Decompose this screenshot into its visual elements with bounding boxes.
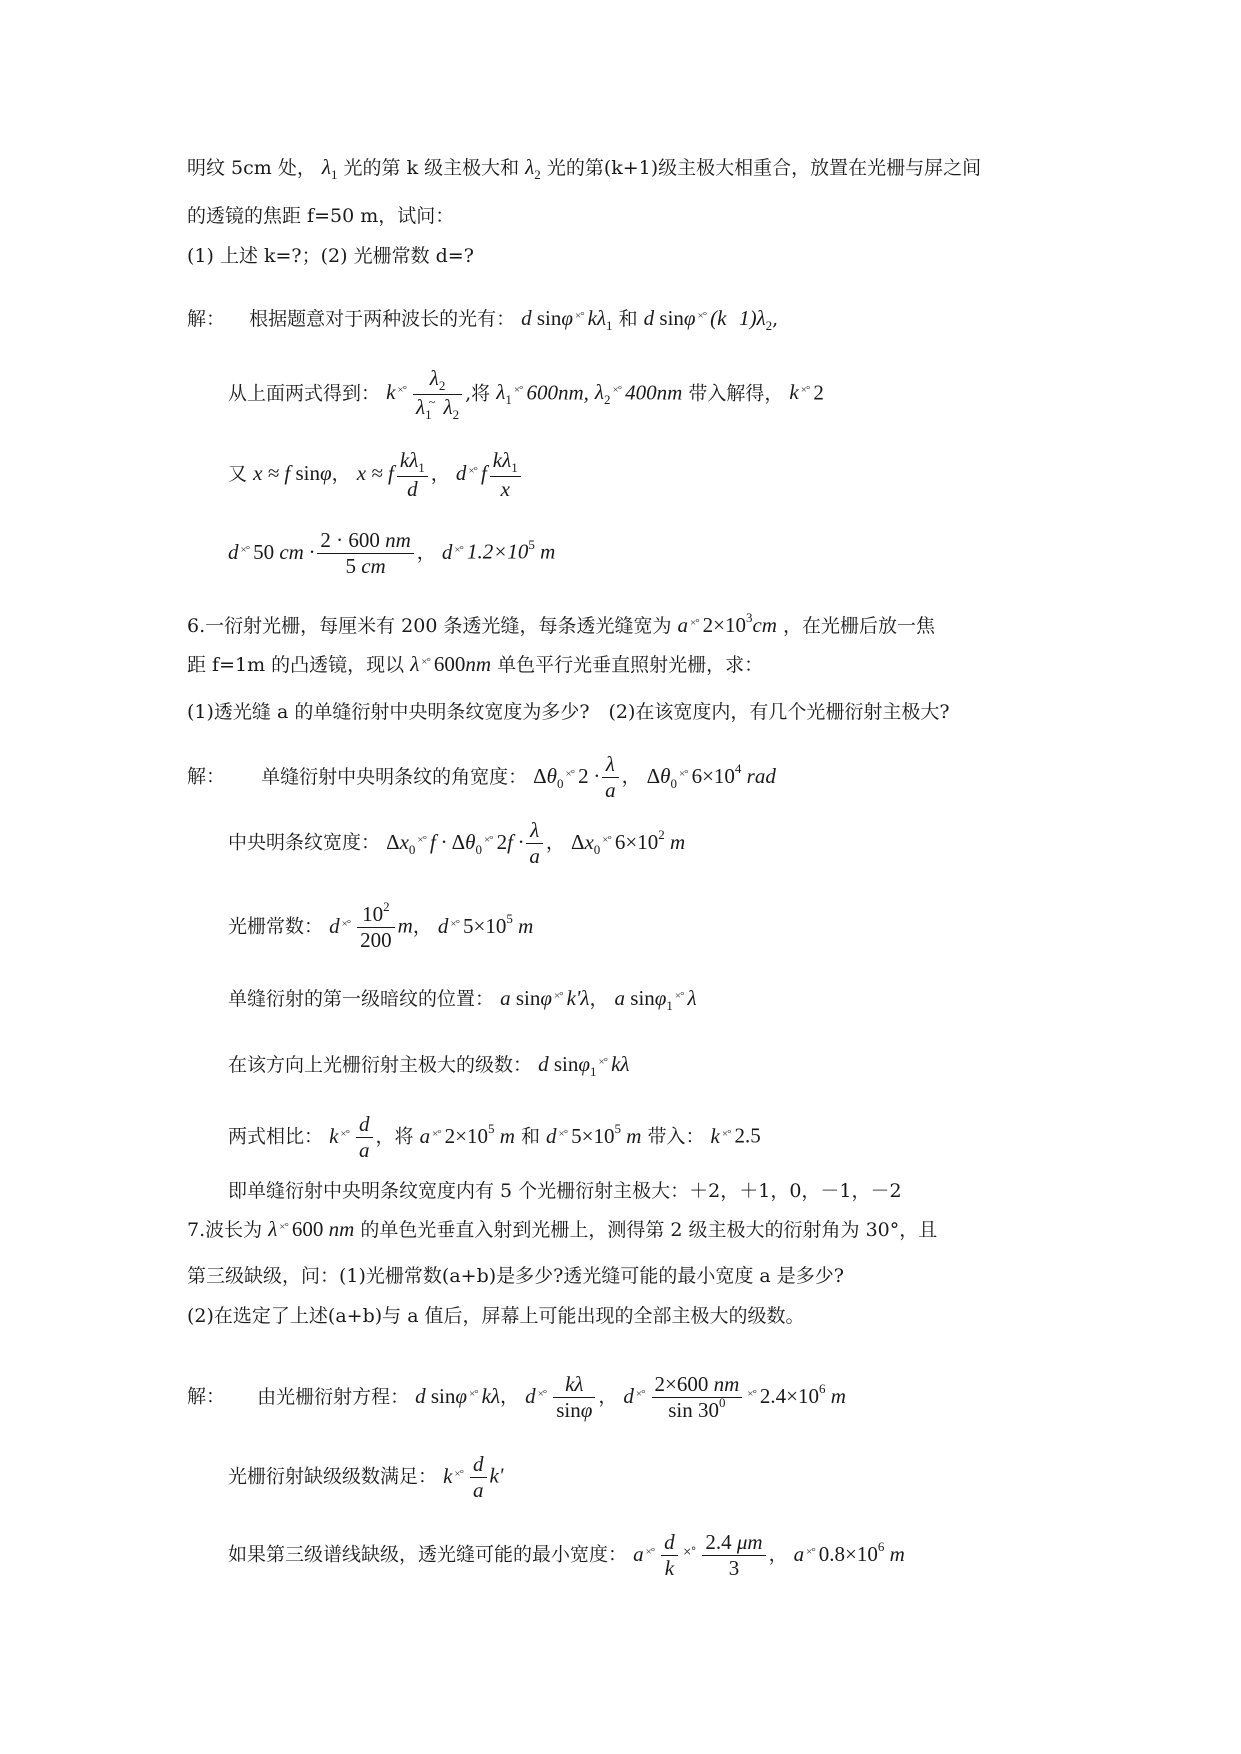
p7-solution-2: 光栅衍射缺级级数满足： k ×° $\frac{d}{a}$ k' [228, 1452, 504, 1503]
p5-line2: 的透镜的焦距 f=50 m，试问： [187, 205, 455, 227]
p6-solution-6: 两式相比： k ×° $\frac{d}{a}$ ，将 a ×° $2\times 10^5$ m 和 d ×° $5\times 10^5$ m 带入： k ×° 2.5 [228, 1112, 761, 1163]
p5-line3: (1) 上述 k=?；(2) 光栅常数 d=? [187, 245, 474, 267]
p7-line2: 第三级缺级，问：(1)光栅常数(a+b)是多少?透光缝可能的最小宽度 a 是多少? [187, 1265, 844, 1287]
lambda1-symbol: $\lambda_1$ [321, 155, 338, 183]
eq-d-sin-phi-2: d sinφ ×° (k $1)\lambda_2$ [643, 306, 773, 334]
p6-line3: (1)透光缝 a 的单缝衍射中央明条纹宽度为多少? (2)在该宽度内，有几个光栅衍射主极大? [187, 701, 950, 723]
p5-solution-2: 从上面两式得到： k ×° $\frac{\lambda_2}{\lambda_1^\sim \lambda_2}$ ,将 $\lambda_1\times^\circ$ 600nm, $\lambda_2\times^\circ$ 400nm 带入解得， k ×° 2 [228, 366, 824, 422]
p6-solution-3: 光栅常数： d ×° $\frac{10^2}{200}$ m， d ×° $5\times 10^5$ m [228, 899, 534, 953]
p5-solution-4: d ×° 50 cm · $\frac{2 \cdot 600 nm}{5 cm}$ ， d ×° $1.2\times 10^5$ m [228, 528, 556, 579]
p7-line3: (2)在选定了上述(a+b)与 a 值后，屏幕上可能出现的全部主极大的级数。 [187, 1305, 805, 1327]
fraction-k-lambda-x: $\frac{k\lambda_1}{x}$ [490, 448, 521, 502]
p6-line1: 6.一衍射光栅，每厘米有 200 条透光缝，每条透光缝宽为 a ×° $2\times 10^3cm$ ，在光栅后放一焦 [187, 610, 936, 637]
p6-solution-2: 中央明条纹宽度： $\Delta x_0\times^\circ$ $f \cdot \Delta\theta_0\times^\circ$ 2f · $\frac{\lambda}{a}$ ， $\Delta x_0\times^\circ$ $6\times 10^2$ m [228, 818, 686, 869]
p7-solution-3: 如果第三级谱线缺级，透光缝可能的最小宽度： a ×° $\frac{d}{k}$ ×° $\frac{2.4 \mu m}{3}$ ， a ×° $0.8\times 10^6$ m [228, 1530, 905, 1581]
p5-solution-3: 又 x ≈ f sinφ， x ≈ f $\frac{k\lambda_1}{d}$ ， d ×° f $\frac{k\lambda_1}{x}$ [228, 448, 524, 502]
fraction-k-lambda-d: $\frac{k\lambda_1}{d}$ [397, 448, 428, 502]
p6-solution-1: 解： 单缝衍射中央明条纹的角宽度： $\Delta\theta_0\times^\circ$ 2 · $\frac{\lambda}{a}$ ， $\Delta\theta_0\times^\circ$ $6\times 10^4$ rad [187, 752, 776, 803]
eq-d-sin-phi-1: d sinφ ×° $k\lambda_1$ [521, 306, 613, 334]
p5-solution-1: 解： 根据题意对于两种波长的光有： d sinφ ×° $k\lambda_1$ 和 d sinφ ×° (k $1)\lambda_2$, [187, 306, 779, 334]
p6-solution-4: 单缝衍射的第一级暗纹的位置： a sinφ ×° k'λ， a sinφ$_1$×° λ [228, 986, 697, 1014]
lambda2-symbol: $\lambda_2$ [525, 155, 541, 183]
p7-solution-1: 解： 由光栅衍射方程： d sinφ ×° kλ， d ×° $\frac{k\lambda}{\sin\varphi}$ ， d ×° $\frac{2\times 600 nm}{\sin 30^0}$ ×° $2.4\times 10^6$ m [187, 1372, 846, 1423]
p6-line2: 距 f=1m 的凸透镜，现以 λ ×° 600nm 单色平行光垂直照射光栅，求： [187, 652, 764, 676]
p7-line1: 7.波长为 λ ×° 600 nm 的单色光垂直入射到光栅上，测得第 2 级主极大的衍射角为 30°，且 [187, 1217, 938, 1241]
p6-solution-5: 在该方向上光栅衍射主极大的级数： d sinφ$_1$×° kλ [228, 1052, 630, 1080]
p6-solution-7: 即单缝衍射中央明条纹宽度内有 5 个光栅衍射主极大：＋2，＋1，0，－1，－2 [228, 1180, 902, 1202]
p5-line1: 明纹 5cm 处， $\lambda_1$ 光的第 k 级主极大和 $\lambda_2$ 光的第(k+1)级主极大相重合，放置在光栅与屏之间 [187, 155, 982, 183]
fraction-k: $\frac{\lambda_2}{\lambda_1^\sim \lambda_2}$ [413, 366, 462, 423]
fraction-grating-calc: $\frac{2 \cdot 600 nm}{5 cm}$ [317, 528, 413, 579]
